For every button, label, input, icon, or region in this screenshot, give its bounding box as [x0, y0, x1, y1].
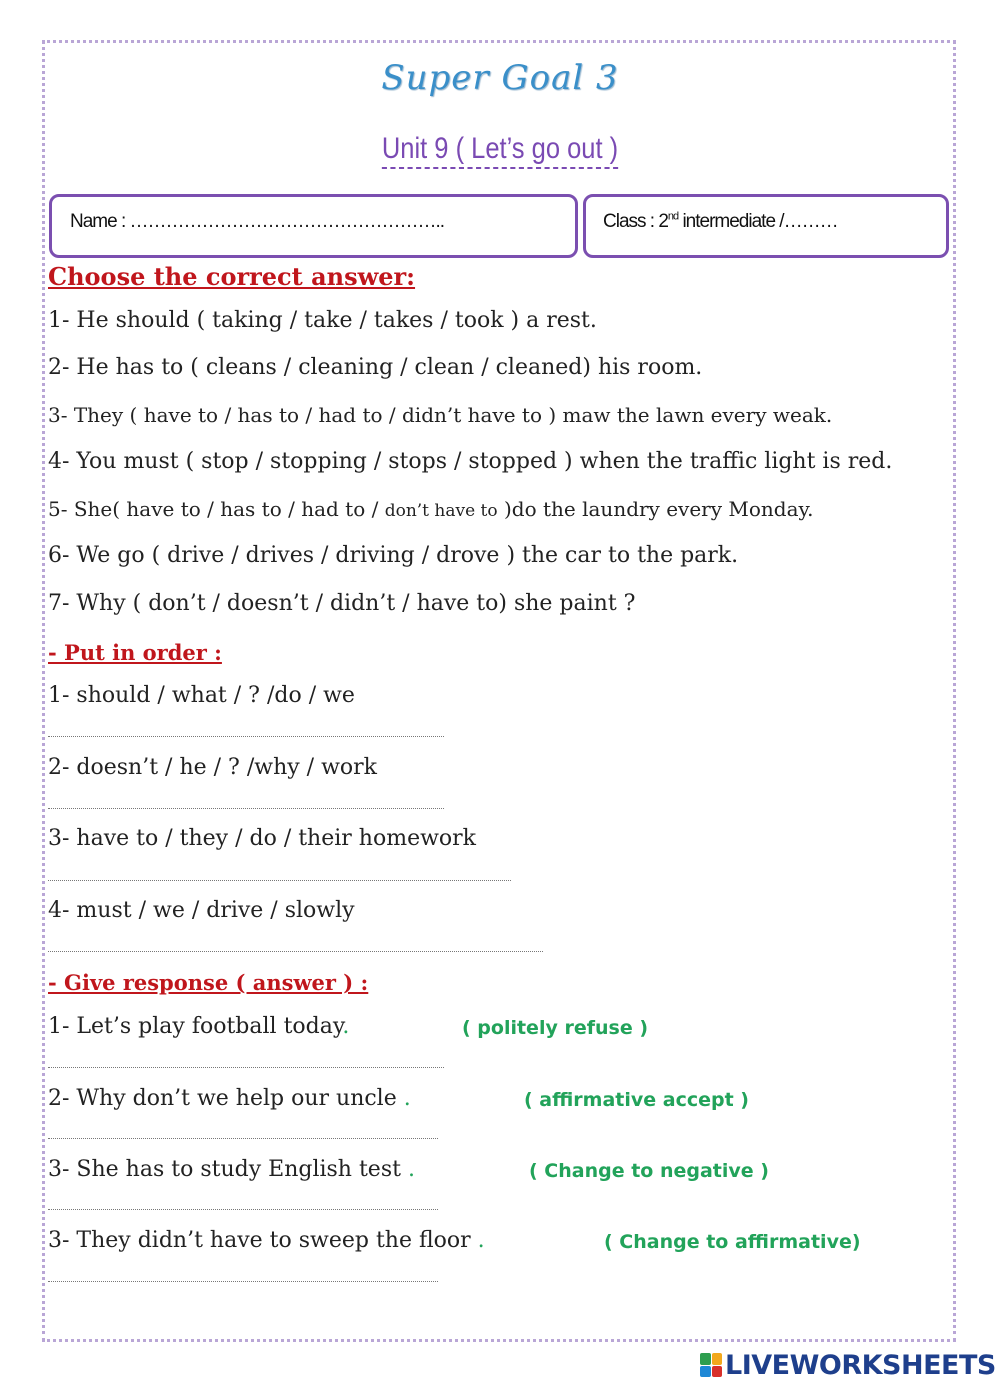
logo-square-2	[712, 1353, 723, 1365]
answer-line[interactable]	[48, 1138, 438, 1139]
question-5: 5- She( have to / has to / had to / don’t have to )do the laundry every Monday.	[48, 497, 814, 521]
worksheet-title: Super Goal 3	[381, 58, 619, 98]
question-6: 6- We go ( drive / drives / driving / drove ) the car to the park.	[48, 543, 739, 568]
answer-line[interactable]	[48, 808, 444, 809]
unit-title: Unit 9 ( Let’s go out )	[75, 132, 925, 166]
answer-line[interactable]	[48, 1281, 438, 1282]
response-item-1: 1- Let’s play football today.	[48, 1014, 350, 1039]
logo-mark-icon	[700, 1353, 722, 1377]
class-box[interactable]	[583, 194, 949, 258]
section-heading-response: - Give response ( answer ) :	[48, 970, 369, 995]
logo-text: LIVEWORKSHEETS	[725, 1349, 996, 1381]
logo-square-3	[700, 1366, 711, 1378]
answer-line[interactable]	[48, 736, 444, 737]
section-heading-order: - Put in order :	[48, 640, 222, 665]
response-hint-4: ( Change to affirmative)	[604, 1231, 861, 1253]
question-7: 7- Why ( don’t / doesn’t / didn’t / have to) she paint ?	[48, 591, 636, 616]
response-hint-3: ( Change to negative )	[529, 1160, 769, 1182]
response-hint-1: ( politely refuse )	[462, 1017, 649, 1039]
name-label: Name : ……………………………………………..	[70, 211, 445, 232]
response-item-3: 3- She has to study English test .	[48, 1157, 415, 1182]
order-item-1: 1- should / what / ? /do / we	[48, 683, 355, 708]
question-2: 2- He has to ( cleans / cleaning / clean / cleaned) his room.	[48, 355, 703, 380]
question-4: 4- You must ( stop / stopping / stops / stopped ) when the traffic light is red.	[48, 449, 893, 474]
answer-line[interactable]	[48, 1209, 438, 1210]
response-item-4: 3- They didn’t have to sweep the floor .	[48, 1228, 485, 1253]
answer-line[interactable]	[48, 1067, 444, 1068]
order-item-4: 4- must / we / drive / slowly	[48, 898, 355, 923]
order-item-2: 2- doesn’t / he / ? /why / work	[48, 755, 378, 780]
question-1: 1- He should ( taking / take / takes / took ) a rest.	[48, 308, 597, 333]
name-box[interactable]	[49, 194, 578, 258]
logo-square-4	[712, 1366, 723, 1378]
section-heading-choose: Choose the correct answer:	[48, 262, 416, 291]
answer-line[interactable]	[48, 951, 543, 952]
response-item-2: 2- Why don’t we help our uncle .	[48, 1086, 411, 1111]
response-hint-2: ( affirmative accept )	[524, 1089, 749, 1111]
question-3: 3- They ( have to / has to / had to / didn’t have to ) maw the lawn every weak.	[48, 403, 833, 427]
answer-line[interactable]	[48, 880, 511, 881]
liveworksheets-logo[interactable]	[700, 1350, 996, 1380]
order-item-3: 3- have to / they / do / their homework	[48, 826, 477, 851]
class-label: Class : 2nd intermediate /………	[603, 211, 838, 233]
logo-square-1	[700, 1353, 711, 1365]
